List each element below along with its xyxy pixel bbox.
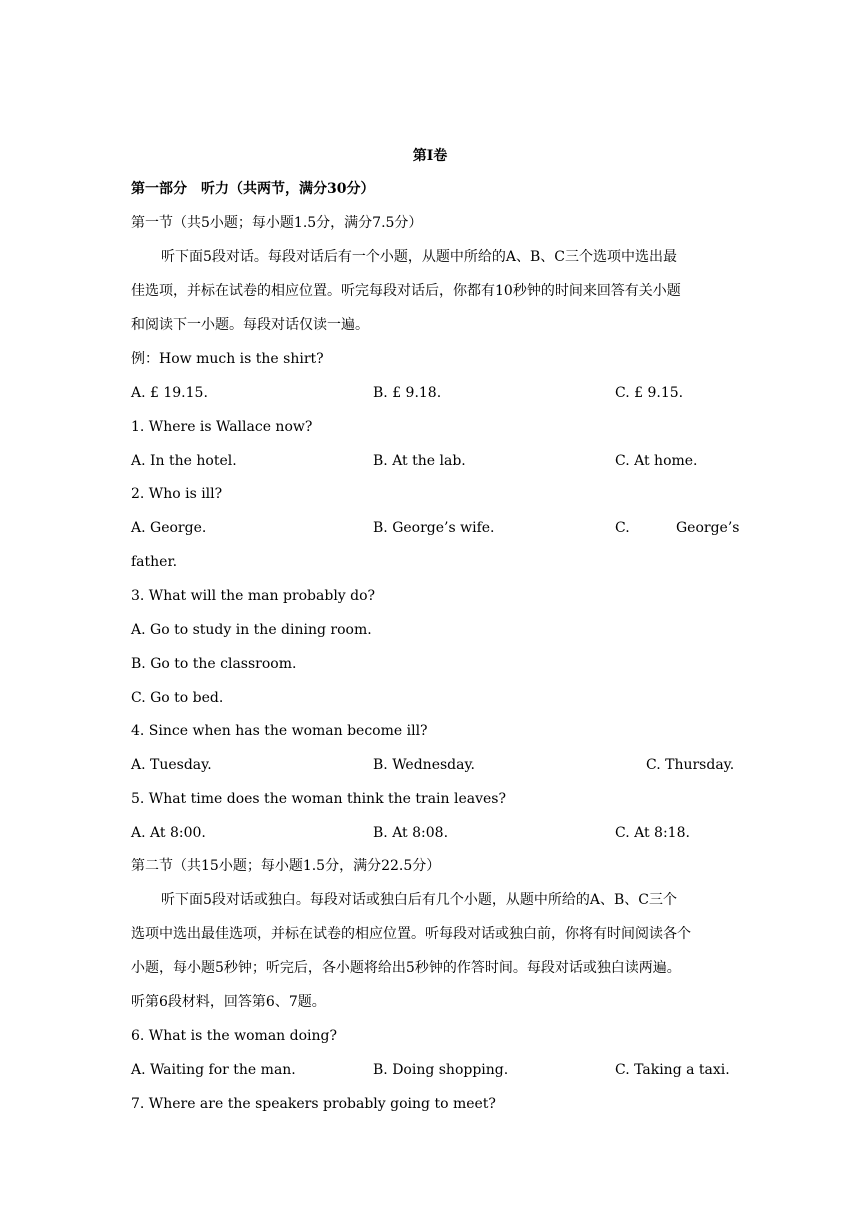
q5-option-c: C. At 8:18.	[615, 825, 690, 841]
q1-question: 1. Where is Wallace now?	[131, 419, 313, 435]
q2-option-c-continued: father.	[131, 554, 178, 570]
q4-option-c: C. Thursday.	[646, 757, 735, 773]
q1-option-b: B. At the lab.	[373, 453, 466, 469]
section2-instructions-line1: 听下面5段对话或独白。每段对话或独白后有几个小题，从题中所给的A、B、C三个	[161, 892, 678, 908]
q3-option-c: C. Go to bed.	[131, 690, 224, 706]
section2-title: 第二节（共15小题；每小题1.5分，满分22.5分）	[131, 858, 441, 874]
q6-question: 6. What is the woman doing?	[131, 1028, 337, 1044]
example-option-a: A. £ 19.15.	[131, 385, 208, 401]
q2-question: 2. Who is ill?	[131, 486, 223, 502]
q3-option-b: B. Go to the classroom.	[131, 656, 297, 672]
q2-option-b: B. George’s wife.	[373, 520, 495, 536]
q2-option-a: A. George.	[131, 520, 207, 536]
q3-question: 3. What will the man probably do?	[131, 588, 376, 604]
q1-option-c: C. At home.	[615, 453, 698, 469]
q4-option-b: B. Wednesday.	[373, 757, 475, 773]
part1-title: 第一部分 听力（共两节，满分30分）	[131, 181, 375, 197]
q6-option-b: B. Doing shopping.	[373, 1062, 509, 1078]
section2-instructions-line2: 选项中选出最佳选项，并标在试卷的相应位置。听每段对话或独白前，你将有时间阅读各个	[131, 926, 691, 942]
q2-option-c-letter: C.	[615, 520, 630, 536]
q6-option-c: C. Taking a taxi.	[615, 1062, 730, 1078]
q5-option-a: A. At 8:00.	[131, 825, 206, 841]
volume-title: 第I卷	[412, 148, 448, 164]
example-option-b: B. £ 9.18.	[373, 385, 442, 401]
example-option-c: C. £ 9.15.	[615, 385, 684, 401]
section1-instructions-line1: 听下面5段对话。每段对话后有一个小题，从题中所给的A、B、C三个选项中选出最	[161, 249, 678, 265]
q5-question: 5. What time does the woman think the train leaves?	[131, 791, 506, 807]
section1-title: 第一节（共5小题；每小题1.5分，满分7.5分）	[131, 215, 423, 231]
q1-option-a: A. In the hotel.	[131, 453, 237, 469]
section2-instructions-line3: 小题，每小题5秒钟；听完后，各小题将给出5秒钟的作答时间。每段对话或独白读两遍。	[131, 960, 681, 976]
q6-option-a: A. Waiting for the man.	[131, 1062, 296, 1078]
material6-heading: 听第6段材料，回答第6、7题。	[131, 994, 326, 1010]
q5-option-b: B. At 8:08.	[373, 825, 449, 841]
q4-option-a: A. Tuesday.	[131, 757, 212, 773]
q7-question: 7. Where are the speakers probably going to meet?	[131, 1096, 496, 1112]
section1-instructions-line3: 和阅读下一小题。每段对话仅读一遍。	[131, 317, 369, 333]
q3-option-a: A. Go to study in the dining room.	[131, 622, 372, 638]
q2-option-c-word: George’s	[676, 520, 740, 536]
q4-question: 4. Since when has the woman become ill?	[131, 723, 428, 739]
section1-instructions-line2: 佳选项，并标在试卷的相应位置。听完每段对话后，你都有10秒钟的时间来回答有关小题	[131, 283, 681, 299]
example-question: 例：How much is the shirt?	[131, 351, 324, 367]
